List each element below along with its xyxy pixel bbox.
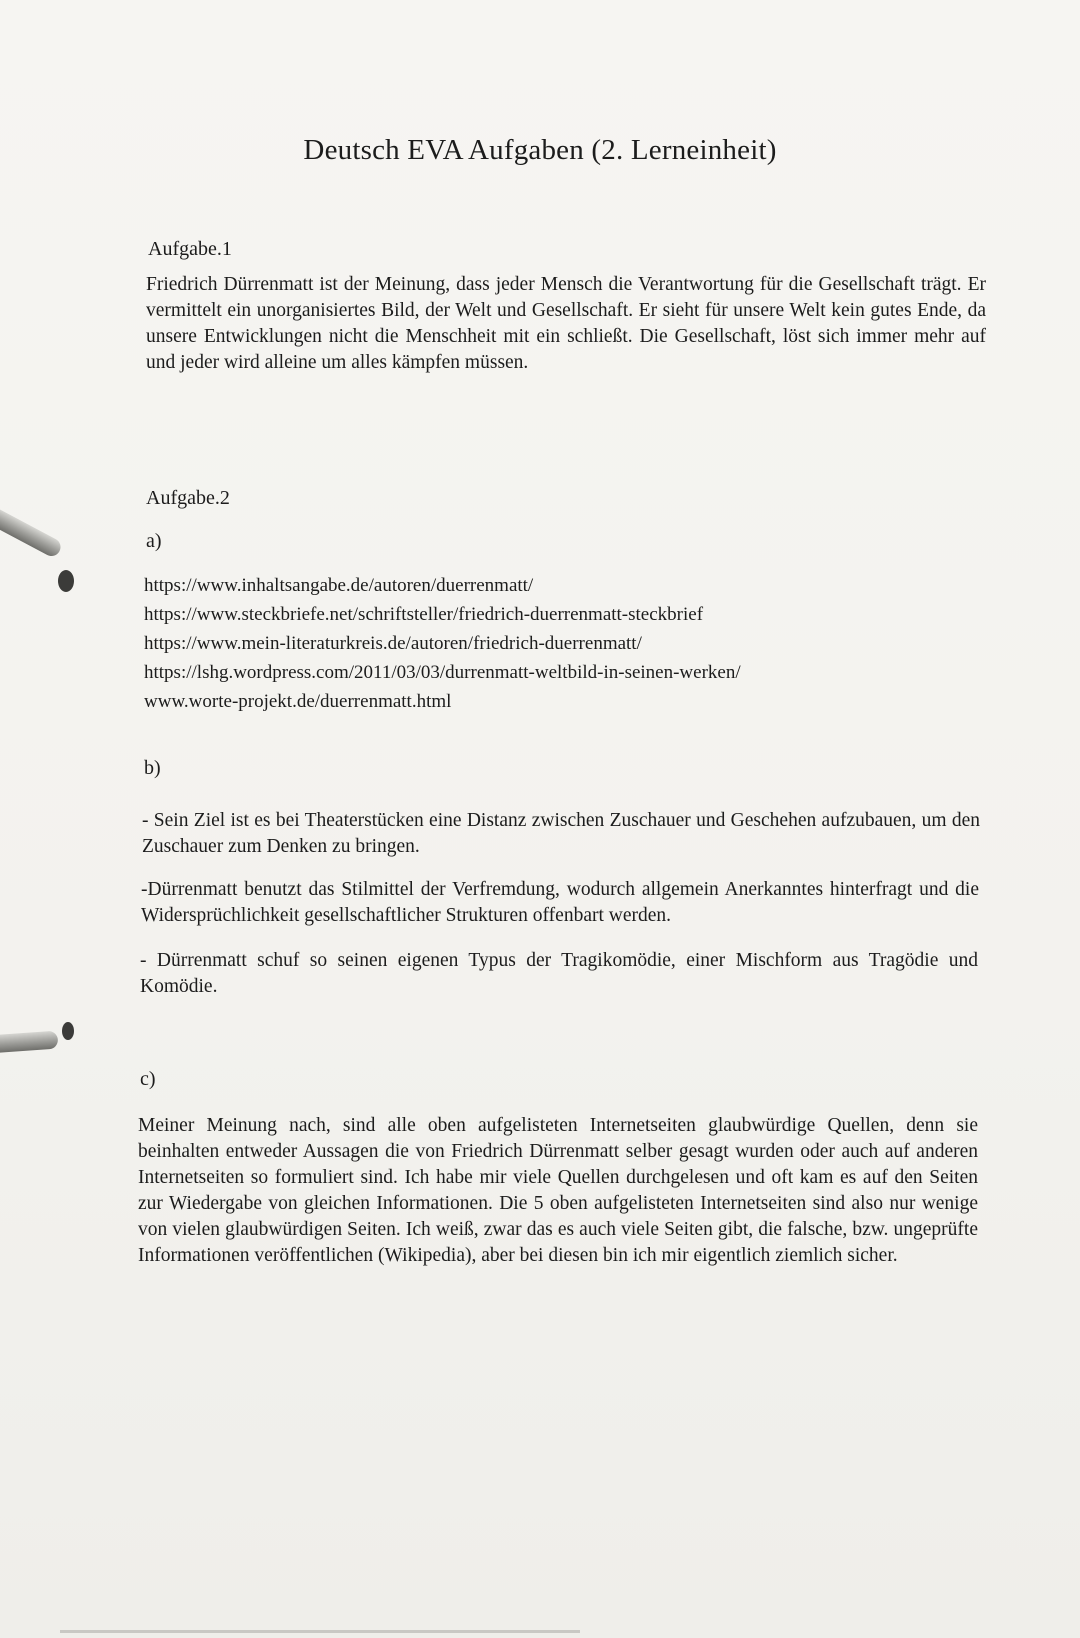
link-item: www.worte-projekt.de/duerrenmatt.html	[144, 691, 452, 712]
binder-ring-upper-tip	[58, 570, 74, 592]
link-item: https://lshg.wordpress.com/2011/03/03/durrenmatt-weltbild-in-seinen-werken/	[144, 662, 741, 683]
binder-ring-lower-tip	[62, 1022, 74, 1040]
page-bottom-edge	[60, 1630, 580, 1633]
page-title: Deutsch EVA Aufgaben (2. Lerneinheit)	[303, 134, 777, 166]
part-b-point: - Dürrenmatt schuf so seinen eigenen Typus der Tragikomödie, einer Mischform aus Tragödie und Komödie.	[140, 950, 978, 997]
part-a-label: a)	[146, 530, 162, 552]
binder-ring-lower	[0, 1031, 58, 1054]
aufgabe1-heading: Aufgabe.1	[148, 238, 232, 260]
aufgabe2-heading: Aufgabe.2	[146, 487, 230, 509]
part-b-label: b)	[144, 757, 161, 779]
part-c-label: c)	[140, 1068, 156, 1090]
binder-ring-upper	[0, 501, 64, 559]
link-item: https://www.inhaltsangabe.de/autoren/duerrenmatt/	[144, 575, 534, 596]
link-item: https://www.mein-literaturkreis.de/autoren/friedrich-duerrenmatt/	[144, 633, 642, 654]
part-b-point: -Dürrenmatt benutzt das Stilmittel der Verfremdung, wodurch allgemein Anerkanntes hinterfragt und die Widersprüchlichkeit gesellschaftlicher Strukturen offenbart werden.	[141, 879, 979, 926]
part-b-point: - Sein Ziel ist es bei Theaterstücken eine Distanz zwischen Zuschauer und Geschehen aufzubauen, um den Zuschauer zum Denken zu bringen.	[142, 810, 980, 857]
aufgabe1-paragraph: Friedrich Dürrenmatt ist der Meinung, dass jeder Mensch die Verantwortung für die Gesellschaft trägt. Er vermittelt ein unorganisiertes Bild, der Welt und Gesellschaft. Er sieht für unsere Welt kein gutes Ende, da unsere Entwicklungen nicht die Menschheit mit ein schließt. Die Gesellschaft, löst sich immer mehr auf und jeder wird alleine um alles kämpfen müssen.	[146, 274, 986, 373]
part-c-paragraph: Meiner Meinung nach, sind alle oben aufgelisteten Internetseiten glaubwürdige Quellen, denn sie beinhalten entweder Aussagen die von Friedrich Dürrenmatt selber gesagt wurden oder auch auf anderen Internetseiten so formuliert sind. Ich habe mir viele Quellen durchgelesen und oft kam es auf den Seiten zur Wiedergabe von gleichen Informationen. Die 5 oben aufgelisteten Internetseiten sind also nur wenige von vielen glaubwürdigen Seiten. Ich weiß, zwar das es auch viele Seiten gibt, die falsche, bzw. ungeprüfte Informationen veröffentlichen (Wikipedia), aber bei diesen bin ich mir eigentlich ziemlich sicher.	[138, 1115, 978, 1266]
link-item: https://www.steckbriefe.net/schriftsteller/friedrich-duerrenmatt-steckbrief	[144, 604, 704, 625]
